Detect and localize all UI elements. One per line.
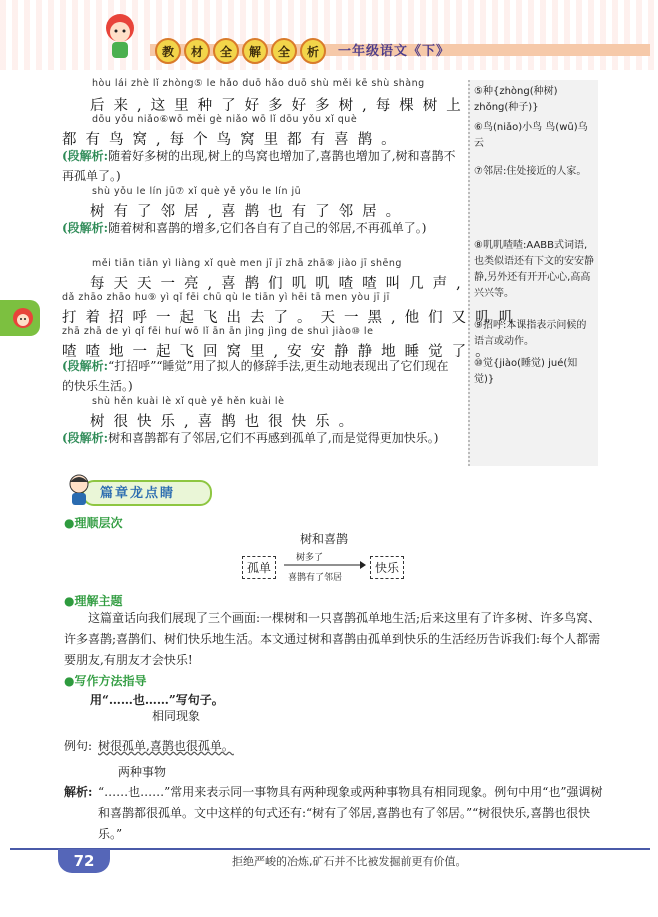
- cartoon-girl-logo-icon: [98, 10, 142, 64]
- analysis-text: “打招呼”“睡觉”用了拟人的修辞手法,更生动地表现出了它们现在的快乐生活。): [62, 359, 449, 393]
- happy-box: 快乐: [370, 556, 404, 579]
- title-char: 教: [155, 38, 181, 64]
- text-line: 每天天一亮,喜鹊们叽叽喳喳叫几声,: [90, 276, 470, 292]
- lonely-box: 孤单: [242, 556, 276, 579]
- text-line: 喳喳地一起飞回窝里,安安静静地睡觉了。: [62, 344, 499, 360]
- diagram-title: 树和喜鹊: [300, 532, 349, 546]
- text-line: 树有了邻居,喜鹊也有了邻居。: [90, 204, 410, 220]
- text-line: 树很快乐,喜鹊也很快乐。: [90, 414, 363, 430]
- analysis-text: “……也……”常用来表示同一事物具有两种现象或两种事物具有相同现象。例句中用“也”强调树和喜鹊都很孤单。文中这样的句式还有:“树有了邻居,喜鹊也有了邻居。”“树很快乐,喜鹊也很快乐。”: [98, 785, 603, 841]
- analysis-label: (段解析:: [62, 149, 109, 163]
- title-char: 材: [184, 38, 210, 64]
- title-char: 全: [271, 38, 297, 64]
- page-number: 72: [58, 849, 110, 873]
- arrow-bottom-label: 喜鹊有了邻居: [288, 573, 343, 583]
- text-line: 都有鸟窝,每个鸟窝里都有喜鹊。: [62, 132, 405, 148]
- sidebar-note: ⑩觉{jiào(睡觉) jué(知觉)}: [474, 358, 578, 385]
- book-title: [155, 38, 326, 64]
- analysis-heading: 解析:: [64, 785, 93, 799]
- paragraph-analysis: [62, 356, 458, 396]
- pinyin-line: měi tiān tiān yì liàng xǐ què men jī jī zhā zhā⑧ jiào jī shēng: [92, 258, 402, 269]
- paragraph-analysis: [62, 146, 458, 186]
- section-title: 篇章龙点睛: [100, 486, 176, 501]
- same-phenomenon-label: 相同现象: [152, 709, 201, 723]
- title-char: 全: [213, 38, 239, 64]
- pinyin-line: shù hěn kuài lè xǐ què yě hěn kuài lè: [92, 396, 285, 407]
- pinyin-line: hòu lái zhè lǐ zhòng⑤ le hǎo duō hǎo duō shù měi kē shù shàng: [92, 78, 425, 89]
- text-line: 打着招呼一起飞出去了。天一黑,他们又叽叽: [62, 310, 523, 326]
- sidebar-note: ⑧叽叽喳喳:AABB式词语,也类似语还有下文的安安静静,另外还有开开心心,高高兴兴等。: [474, 240, 594, 299]
- grade-label: 一年级语文《下》: [338, 44, 451, 59]
- structure-heading: ●理顺层次: [64, 516, 123, 530]
- pinyin-line: dōu yǒu niǎo⑥wō měi gè niǎo wō lǐ dōu yǒu xǐ què: [92, 114, 358, 125]
- pinyin-line: shù yǒu le lín jū⑦ xǐ què yě yǒu le lín jū: [92, 186, 302, 197]
- title-char: 析: [300, 38, 326, 64]
- title-char: 解: [242, 38, 268, 64]
- right-arrow-icon: [284, 560, 366, 570]
- boy-mascot-icon: [64, 472, 94, 508]
- pinyin-line: zhā zhā de yì qǐ fēi huí wō lǐ ān ān jìng jìng de shuì jiào⑩ le: [62, 326, 374, 337]
- arrow-top-label: 树多了: [296, 553, 324, 563]
- analysis-label: (段解析:: [62, 359, 109, 373]
- analysis-text: 随着好多树的出现,树上的鸟窝也增加了,喜鹊也增加了,树和喜鹊不再孤单了。): [62, 149, 456, 183]
- paragraph-analysis: [62, 428, 458, 448]
- footer-motto: 拒绝严峻的冶炼,矿石并不比被发掘前更有价值。: [232, 855, 467, 868]
- sidebar-note: ⑦邻居:住处接近的人家。: [474, 166, 587, 177]
- analysis-label: (段解析:: [62, 221, 109, 235]
- sidebar-note: ⑤种{zhòng(种树) zhǒng(种子)}: [474, 86, 558, 113]
- mascot-face-icon: [12, 306, 34, 330]
- writing-instruction: 用“……也……”写句子。: [90, 693, 224, 707]
- analysis-text: 随着树和喜鹊的增多,它们各自有了自己的邻居,不再孤单了。): [108, 221, 427, 235]
- analysis-label: (段解析:: [62, 431, 109, 445]
- paragraph-analysis: [62, 218, 458, 238]
- text-line: 后来,这里种了好多好多树,每棵树上: [90, 98, 470, 114]
- sidebar-note: ⑨招呼:本课指表示问候的语言或动作。: [474, 320, 587, 347]
- analysis-text: 树和喜鹊都有了邻居,它们不再感到孤单了,而是觉得更加快乐。): [108, 431, 439, 445]
- theme-text: 这篇童话向我们展现了三个画面:一棵树和一只喜鹊孤单地生活;后来这里有了许多树、许多鸟窝、许多喜鹊;喜鹊们、树们快乐地生活。本文通过树和喜鹊由孤单到快乐的生活经历告诉我们:每个人都需要朋友,有朋友才会快乐!: [64, 611, 601, 667]
- example-label: 例句:: [64, 739, 93, 753]
- theme-heading: ●理解主题: [64, 594, 123, 608]
- two-things-label: 两种事物: [118, 765, 167, 779]
- sidebar-note: ⑥鸟(niǎo)小鸟 鸟(wū)乌云: [474, 122, 588, 149]
- example-sentence: 树很孤单,喜鹊也很孤单。: [98, 739, 234, 753]
- pinyin-line: dǎ zhāo zhāo hu⑨ yì qǐ fēi chū qù le tiān yì hēi tā men yòu jī jī: [62, 292, 390, 303]
- writing-heading: ●写作方法指导: [64, 674, 147, 688]
